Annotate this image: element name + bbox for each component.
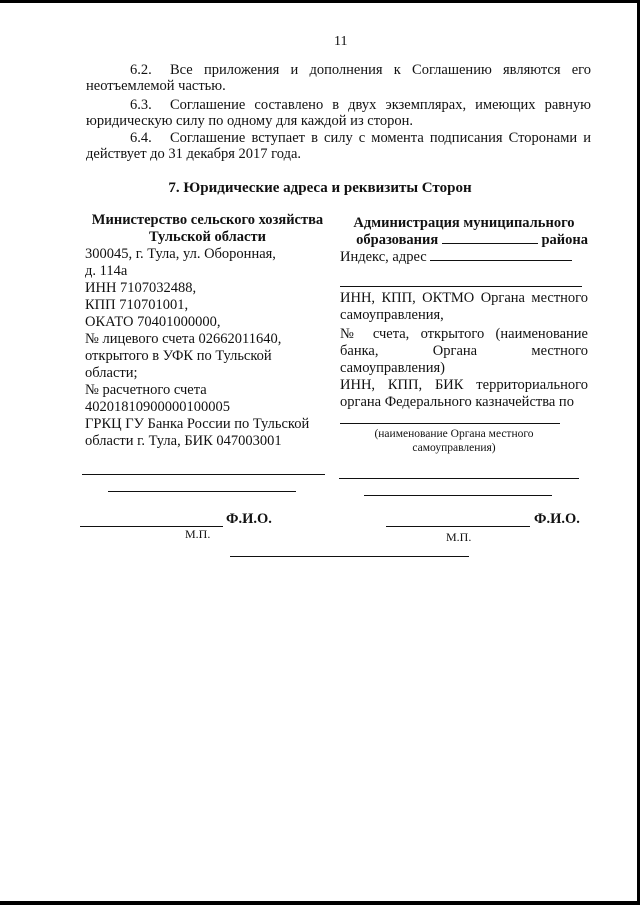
paragraph-6-2 <box>86 62 591 94</box>
paragraph-number: 6.3. <box>130 97 152 113</box>
index-address-row <box>340 249 588 266</box>
scan-border-bottom <box>0 901 640 905</box>
right-title-municipality: образования <box>356 232 439 248</box>
treasury-blank-line <box>340 411 560 424</box>
body-name-caption: (наименование Органа местного самоуправления) <box>374 428 534 454</box>
left-detail-line: открытого в УФК по Тульской <box>85 348 272 364</box>
left-detail-line: 300045, г. Тула, ул. Оборонная, <box>85 246 276 262</box>
left-seal-label: М.П. <box>185 527 211 541</box>
bottom-blank-line <box>230 556 469 557</box>
right-account-line: № счета, открытого (наименование банка, Органа местного самоуправления) <box>340 326 588 376</box>
left-blank-line-2 <box>108 491 296 492</box>
page-number: 11 <box>334 34 348 49</box>
index-address-label: Индекс, адрес <box>340 249 427 265</box>
paragraph-text: Соглашение вступает в силу с момента подписания Сторонами и действует до 31 декабря 2017 года. <box>86 130 591 162</box>
paragraph-text: Соглашение составлено в двух экземплярах, имеющих равную юридическую силу по одному для каждой из сторон. <box>86 97 591 129</box>
right-inn-line: ИНН, КПП, ОКТМО Органа местного самоуправления, <box>340 290 588 323</box>
right-blank-line-2 <box>364 495 552 496</box>
left-fio-label: Ф.И.О. <box>226 511 272 527</box>
right-blank-line-1 <box>339 478 579 479</box>
right-party-details <box>340 215 588 455</box>
right-signature-line <box>386 526 530 527</box>
left-detail-line: ГРКЦ ГУ Банка России по Тульской <box>85 416 310 432</box>
left-detail-line: КПП 710701001, <box>85 297 189 313</box>
index-address-blank <box>430 260 572 261</box>
district-blank <box>442 243 538 244</box>
left-detail-line: д. 114а <box>85 263 128 279</box>
left-detail-line: области г. Тула, БИК 047003001 <box>85 433 282 449</box>
right-fio-label: Ф.И.О. <box>534 511 580 527</box>
section-heading: 7. Юридические адреса и реквизиты Сторон <box>168 180 472 196</box>
left-party-title-1: Министерство сельского хозяйства <box>91 212 324 228</box>
left-blank-line-1 <box>82 474 325 475</box>
right-party-title-1: Администрация муниципального <box>353 215 575 231</box>
address-blank-line <box>340 266 582 287</box>
right-party-title-2 <box>340 232 588 249</box>
left-detail-line: ОКАТО 70401000000, <box>85 314 221 330</box>
right-treasury-line: ИНН, КПП, БИК территориального органа Федерального казначейства по <box>340 377 588 410</box>
right-title-district: района <box>541 232 588 248</box>
paragraph-6-4 <box>86 130 591 162</box>
paragraph-text: Все приложения и дополнения к Соглашению являются его неотъемлемой частью. <box>86 62 591 94</box>
paragraph-number: 6.4. <box>130 130 152 146</box>
scan-border-top <box>0 0 640 3</box>
paragraph-6-3 <box>86 97 591 129</box>
right-seal-label: М.П. <box>446 530 472 544</box>
left-party-title-2: Тульской области <box>149 229 266 245</box>
paragraph-number: 6.2. <box>130 62 152 78</box>
left-detail-line: № лицевого счета 02662011640, <box>85 331 282 347</box>
left-detail-line: ИНН 7107032488, <box>85 280 197 296</box>
left-detail-line: области; <box>85 365 138 381</box>
left-party-details <box>85 212 330 450</box>
left-detail-line: № расчетного счета <box>85 382 207 398</box>
left-detail-line: 40201810900000100005 <box>85 399 230 415</box>
